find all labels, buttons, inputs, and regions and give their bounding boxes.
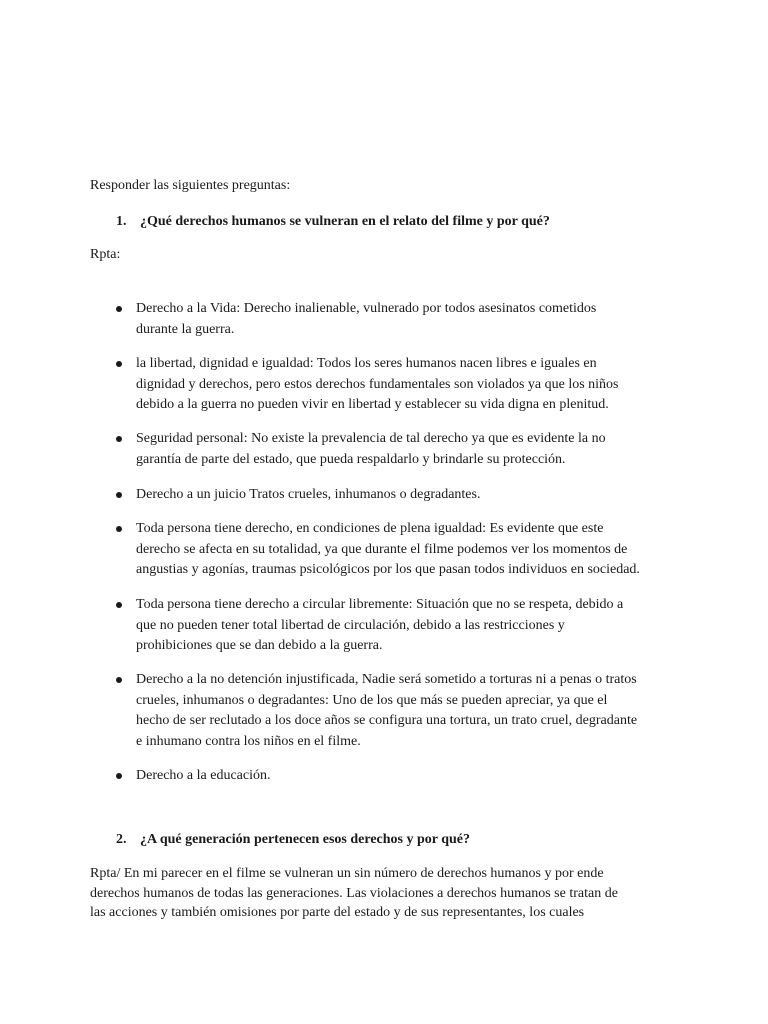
list-item-line: angustias y agonías, traumas psicológicos por los que pasan todos individuos en sociedad. (136, 562, 640, 577)
list-item-line: Derecho a un juicio Tratos crueles, inhumanos o degradantes. (136, 487, 481, 502)
bullet-marker (116, 492, 122, 498)
list-item-text (136, 299, 696, 340)
answer-2-line: derechos humanos de todas las generaciones. Las violaciones a derechos humanos se tratan de (90, 886, 618, 901)
list-item-line: Seguridad personal: No existe la prevalencia de tal derecho ya que es evidente la no (136, 431, 606, 446)
list-item-text (136, 670, 696, 752)
list-item-line: garantía de parte del estado, que pueda respaldarlo y brindarle su protección. (136, 451, 566, 467)
bullet-marker (116, 602, 122, 608)
list-item-line: Toda persona tiene derecho, en condiciones de plena igualdad: Es evidente que este (136, 521, 604, 536)
answer-2-line: Rpta/ En mi parecer en el filme se vulneran un sin número de derechos humanos y por ende (90, 866, 604, 881)
list-item-text (136, 354, 696, 416)
list-item-line: durante la guerra. (136, 321, 235, 337)
rpta-label: Rpta: (90, 247, 121, 262)
question-2-text: ¿A qué generación pertenecen esos derechos y por qué? (140, 832, 471, 847)
list-item-line: derecho se afecta en su totalidad, ya que durante el filme podemos ver los momentos de (136, 541, 628, 557)
question-2-number: 2. (116, 832, 127, 847)
bullet-marker (116, 526, 122, 532)
intro-text: Responder las siguientes preguntas: (90, 178, 291, 193)
list-item-line: Derecho a la educación. (136, 768, 271, 783)
list-item-text (136, 485, 696, 506)
answer-2-line: las acciones y también omisiones por parte del estado y de sus representantes, los cuales (90, 905, 585, 920)
list-item-line: e inhumano contra los niños en el filme. (136, 733, 361, 749)
bullet-marker (116, 306, 122, 312)
list-item-line: dignidad y derechos, pero estos derechos fundamentales son violados ya que los niños (136, 376, 619, 392)
question-1-number: 1. (116, 214, 127, 229)
list-item-line: hecho de ser reclutado a los doce años se configura una tortura, un trato cruel, degradante (136, 713, 638, 728)
list-item-line: debido a la guerra no pueden vivir en libertad y establecer su vida digna en plenitud. (136, 397, 609, 412)
list-item-line: Derecho a la no detención injustificada, Nadie será sometido a torturas ni a penas o tratos (136, 672, 637, 687)
list-item-line: Derecho a la Vida: Derecho inalienable, vulnerado por todos asesinatos cometidos (136, 301, 597, 316)
list-item-line: que no pueden tener total libertad de circulación, debido a las restricciones y (136, 617, 565, 633)
list-item-text (136, 519, 696, 581)
list-item-line: crueles, inhumanos o degradantes: Uno de los que más se pueden apreciar, ya que el (136, 692, 608, 708)
bullet-marker (116, 436, 122, 442)
list-item-text (136, 595, 696, 657)
list-item-line: la libertad, dignidad e igualdad: Todos los seres humanos nacen libres e iguales en (136, 356, 597, 371)
bullet-marker (116, 773, 122, 779)
list-item-text (136, 429, 696, 470)
list-item-text (136, 766, 696, 787)
bullet-marker (116, 361, 122, 367)
bullet-marker (116, 677, 122, 683)
list-item-line: Toda persona tiene derecho a circular libremente: Situación que no se respeta, debido a (136, 597, 624, 612)
list-item-line: prohibiciones que se dan debido a la guerra. (136, 638, 383, 653)
question-1-text: ¿Qué derechos humanos se vulneran en el relato del filme y por qué? (140, 214, 550, 229)
